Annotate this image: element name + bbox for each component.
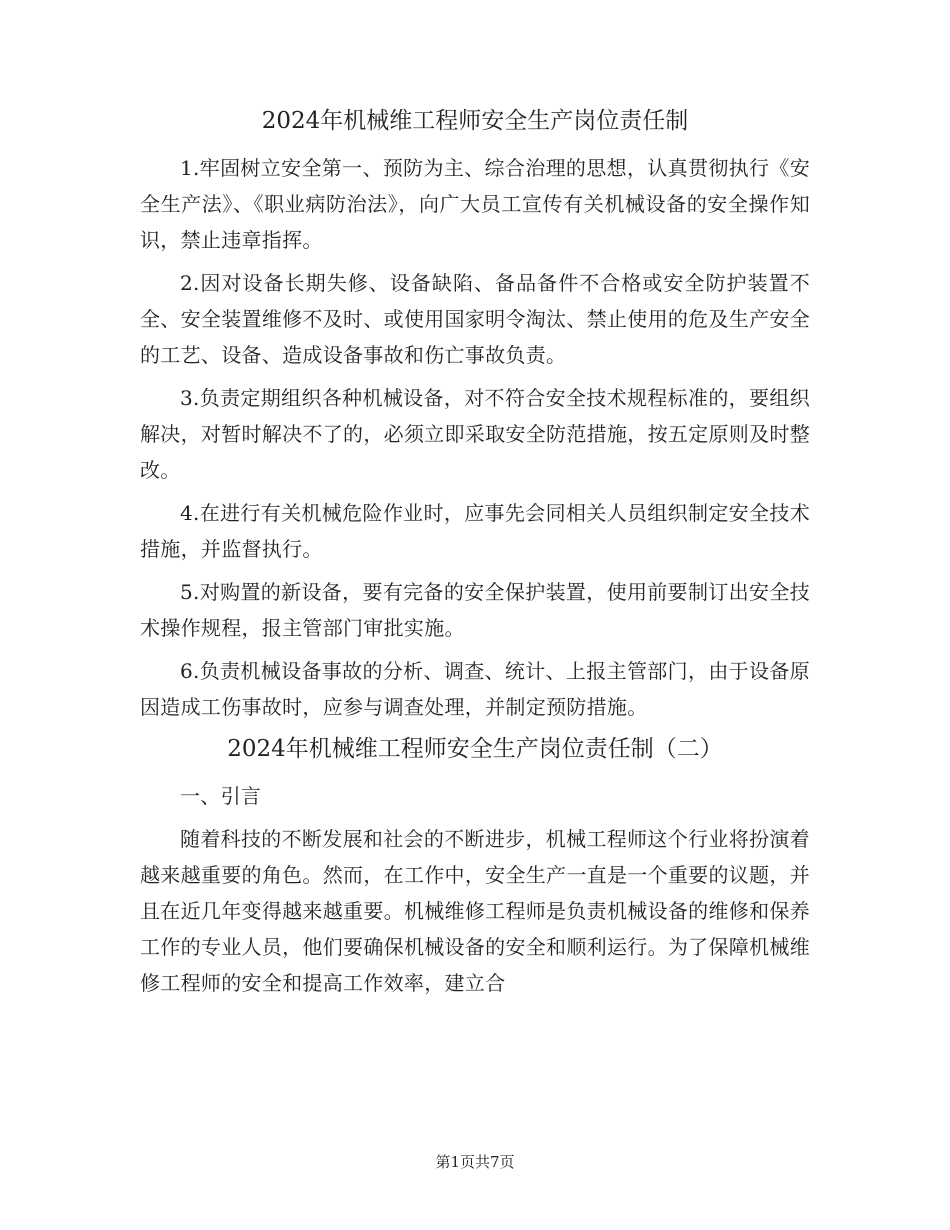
duty-item-4: 4.在进行有关机械危险作业时，应事先会同相关人员组织制定安全技术措施，并监督执行。 [140,501,810,561]
duty-item-6: 6.负责机械设备事故的分析、调查、统计、上报主管部门，由于设备原因造成工伤事故时，应参与调查处理，并制定预防措施。 [140,659,810,719]
duty-item-1: 1.牢固树立安全第一、预防为主、综合治理的思想，认真贯彻执行《安全生产法》、《职业病防治法》，向广大员工宣传有关机械设备的安全操作知识，禁止违章指挥。 [140,156,810,252]
duty-item-3: 3.负责定期组织各种机械设备，对不符合安全技术规程标准的，要组织解决，对暂时解决不了的，必须立即采取安全防范措施，按五定原则及时整改。 [140,386,810,482]
document-title-2: 2024年机械维工程师安全生产岗位责任制（二） [227,736,723,762]
duty-item-5: 5.对购置的新设备，要有完备的安全保护装置，使用前要制订出安全技术操作规程，报主管部门审批实施。 [140,580,810,640]
intro-paragraph: 随着科技的不断发展和社会的不断进步，机械工程师这个行业将扮演着越来越重要的角色。然而，在工作中，安全生产一直是一个重要的议题，并且在近几年变得越来越重要。机械维修工程师是负责机械设备的维修和保养工作的专业人员，他们要确保机械设备的安全和顺利运行。为了保障机械维修工程师的安全和提高工作效率，建立合 [140,827,810,995]
document-title: 2024年机械维工程师安全生产岗位责任制 [261,108,689,134]
duty-item-2: 2.因对设备长期失修、设备缺陷、备品备件不合格或安全防护装置不全、安全装置维修不及时、或使用国家明令淘汰、禁止使用的危及生产安全的工艺、设备、造成设备事故和伤亡事故负责。 [140,271,810,367]
document-content [140,104,810,1008]
page-number-footer: 第1页共7页 [435,1153,515,1171]
section-heading: 一、引言 [180,784,262,808]
